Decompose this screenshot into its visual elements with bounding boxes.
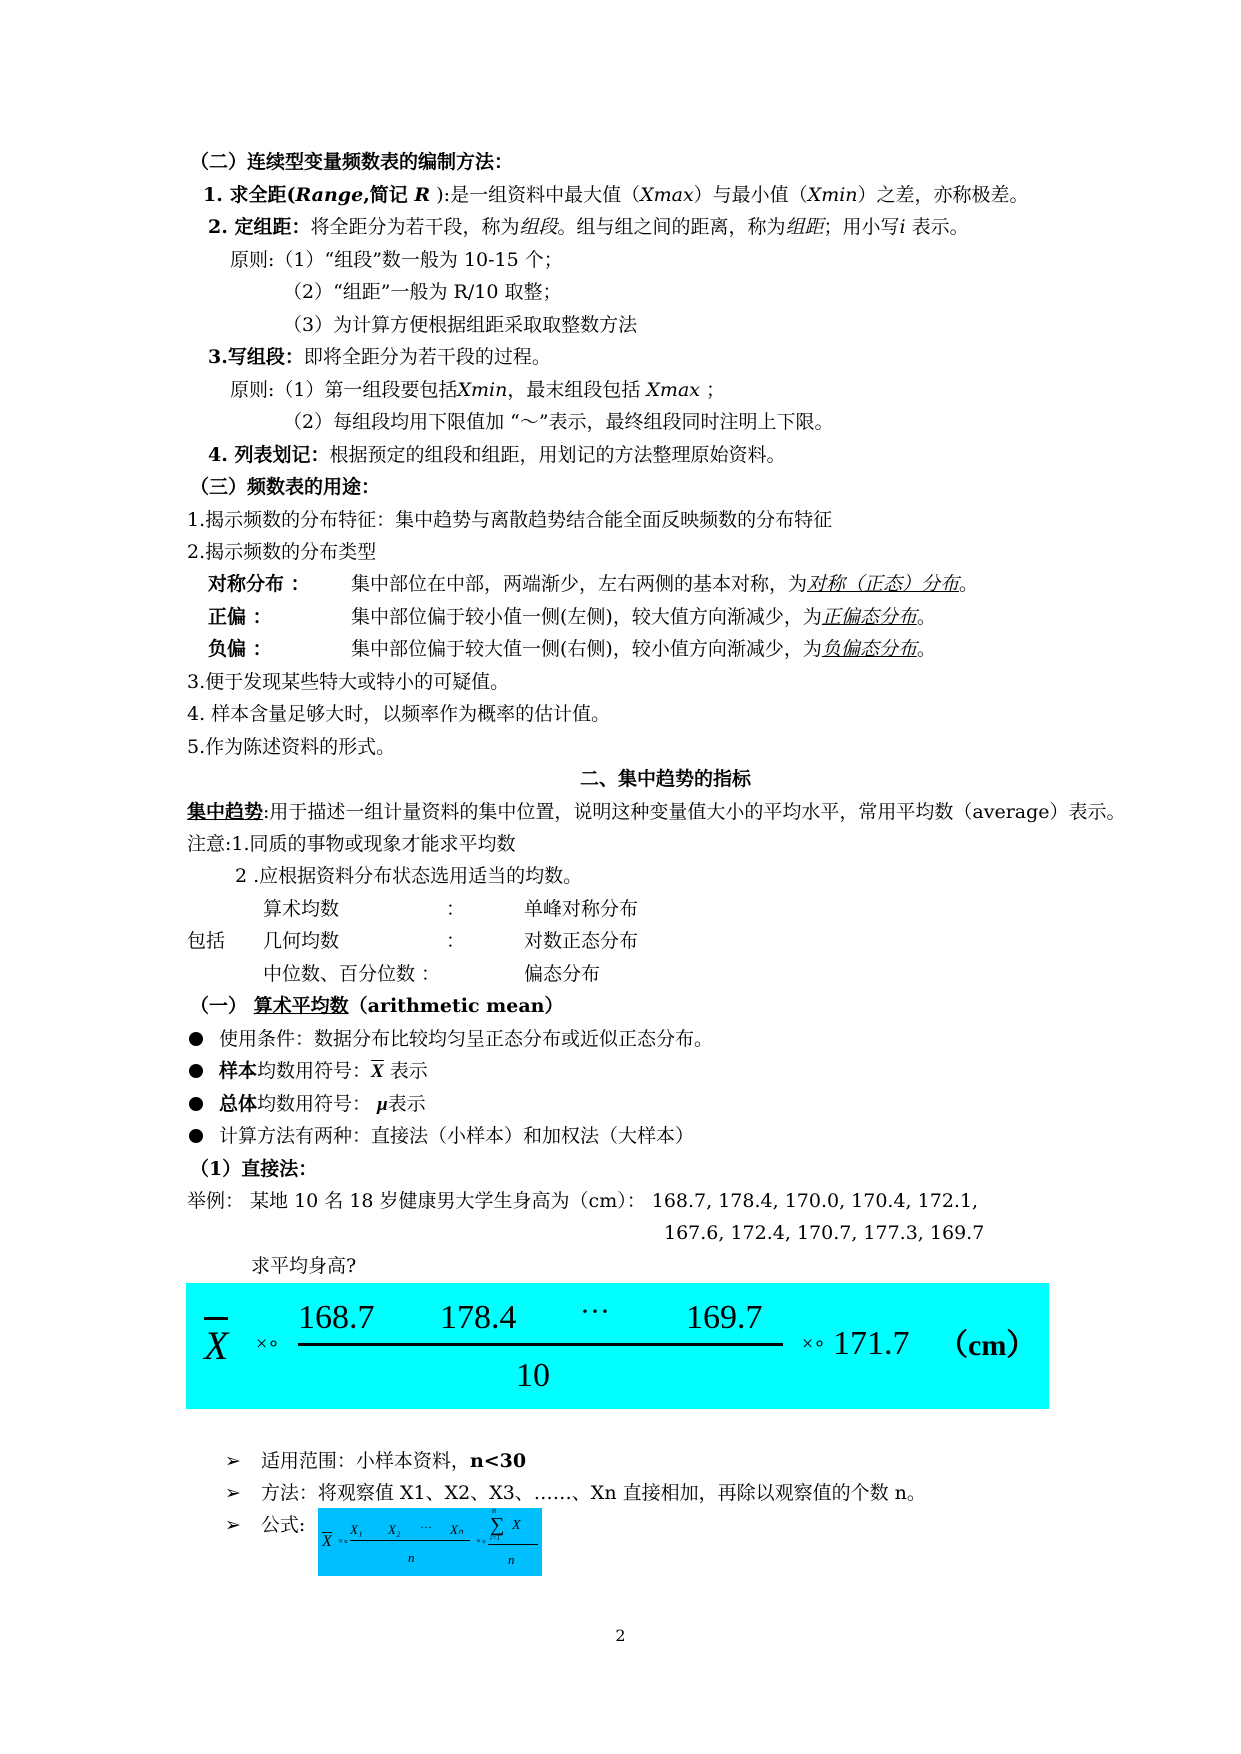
central-tendency-definition: 集中趋势:用于描述一组计量资料的集中位置，说明这种变量值大小的平均水平，常用平均数（average）表示。 [187,801,1126,823]
arrow-bullet-icon: ➢ [225,1482,241,1504]
example-line-2: 167.6, 172.4, 170.7, 177.3, 169.7 [664,1222,985,1244]
usage-4: 4. 样本含量足够大时，以频率作为概率的估计值。 [187,703,611,725]
rule-1: 原则:（1）“组段”数一般为 10-15 个； [230,249,563,271]
small-sum-numerator: n ∑ i=1 X [488,1508,538,1545]
include-arithmetic: 算术均数 [263,898,340,920]
section-heading-usage: （三）频数表的用途： [190,476,381,498]
equals-glyph-1: ×∘ [256,1333,280,1355]
bullet-condition: 使用条件：数据分布比较均匀呈正态分布或近似正态分布。 [189,1027,713,1051]
example-line-1: 举例： 某地 10 名 18 岁健康男大学生身高为（cm）： 168.7, 178.4, 170.0, 170.4, 172.1, [187,1190,979,1212]
bullet-sample-symbol: 样本均数用符号：$\overline{X}$ 表示 [189,1059,428,1084]
dist-positive-skew: 正偏 ： 集中部位偏于较小值一侧(左侧)，较大值方向渐减少，为正偏态分布。 [208,606,936,628]
usage-3: 3.便于发现某些特大或特小的可疑值。 [187,671,510,693]
usage-2: 2.揭示频数的分布类型 [187,541,377,563]
step-2-interval: 2. 定组距：将全距分为若干段，称为组段。组与组之间的距离，称为组距；用小写i 表示。 [208,216,969,238]
include-median-dist: 偏态分布 [524,963,601,985]
bullet-methods: 计算方法有两种：直接法（小样本）和加权法（大样本） [189,1124,694,1148]
dist-negative-skew: 负偏 ： 集中部位偏于较大值一侧(右侧)，较小值方向渐减少，为负偏态分布。 [208,638,936,660]
general-formula-box: X ×∘ X₁ X₂ ··· Xₙ n ×∘ n ∑ i=1 X n [318,1508,542,1576]
include-median: 中位数、百分位数 ： [263,963,441,985]
mean-formula-box [186,1283,1049,1409]
bullet-icon [189,1064,203,1078]
equals-glyph-2: ×∘ [802,1333,826,1355]
mean-result: 171.7 [833,1325,910,1362]
fraction-denominator: 10 [516,1357,550,1394]
include-word: 包括 [187,930,226,952]
fraction-numerator: 168.7 178.4 ··· 169.7 [298,1293,783,1346]
small-numerator: X₁ X₂ ··· Xₙ [350,1522,470,1541]
bullet-population-symbol: 总体均数用符号： μ表示 [189,1092,426,1117]
x-bar-symbol: X [204,1317,228,1370]
bullet-icon [189,1032,203,1046]
usage-1: 1.揭示频数的分布特征：集中趋势与离散趋势结合能全面反映频数的分布特征 [187,509,833,531]
step-1-range: 1. 求全距(Range,简记 R ):是一组资料中最大值（Xmax）与最小值（Xmin）之差，亦称极差。 [203,184,1029,206]
include-geometric: 几何均数 [263,930,340,952]
rule-2: （2）“组距”一般为 R/10 取整； [283,281,562,303]
rule-5: （2）每组段均用下限值加 “～”表示，最终组段同时注明上下限。 [283,411,834,433]
rule-3: （3）为计算方便根据组距采取取整数方法 [283,314,638,336]
note-1: 注意:1.同质的事物或现象才能求平均数 [187,833,516,855]
bullet-icon [189,1129,203,1143]
note-2: 2 .应根据资料分布状态选用适当的均数。 [235,865,583,887]
rule-4: 原则:（1）第一组段要包括Xmin，最末组段包括 Xmax ； [230,379,726,401]
arrow-item-formula: ➢ 公式: [225,1514,306,1536]
include-geometric-dist: 对数正态分布 [524,930,639,952]
section-heading-continuous: （二）连续型变量频数表的编制方法： [190,151,514,173]
dist-symmetric: 对称分布 ： 集中部位在中部，两端渐少，左右两侧的基本对称，为对称（正态）分布。 [208,573,979,595]
step-3-groups: 3.写组段：即将全距分为若干段的过程。 [208,346,551,368]
include-colon-2: ： [446,930,466,952]
step-4-tally: 4. 列表划记：根据预定的组段和组距，用划记的方法整理原始资料。 [208,444,786,466]
arrow-item-scope: ➢ 适用范围：小样本资料，n<30 [225,1450,527,1472]
example-question: 求平均身高? [251,1255,357,1277]
include-colon-1: ： [446,898,466,920]
bullet-icon [189,1097,203,1111]
include-arithmetic-dist: 单峰对称分布 [524,898,639,920]
section-heading-arithmetic-mean: （一） 算术平均数（arithmetic mean） [190,995,564,1017]
mean-unit: （cm） [938,1329,1037,1362]
section-heading-central-tendency: 二、集中趋势的指标 [579,768,751,790]
page-number: 2 [615,1626,626,1645]
usage-5: 5.作为陈述资料的形式。 [187,736,396,758]
arrow-bullet-icon: ➢ [225,1514,241,1536]
arrow-item-method: ➢ 方法：将观察值 X1、X2、X3、……、Xn 直接相加，再除以观察值的个数 n。 [225,1482,926,1504]
section-heading-direct-method: （1）直接法： [190,1158,318,1180]
arrow-bullet-icon: ➢ [225,1450,241,1472]
